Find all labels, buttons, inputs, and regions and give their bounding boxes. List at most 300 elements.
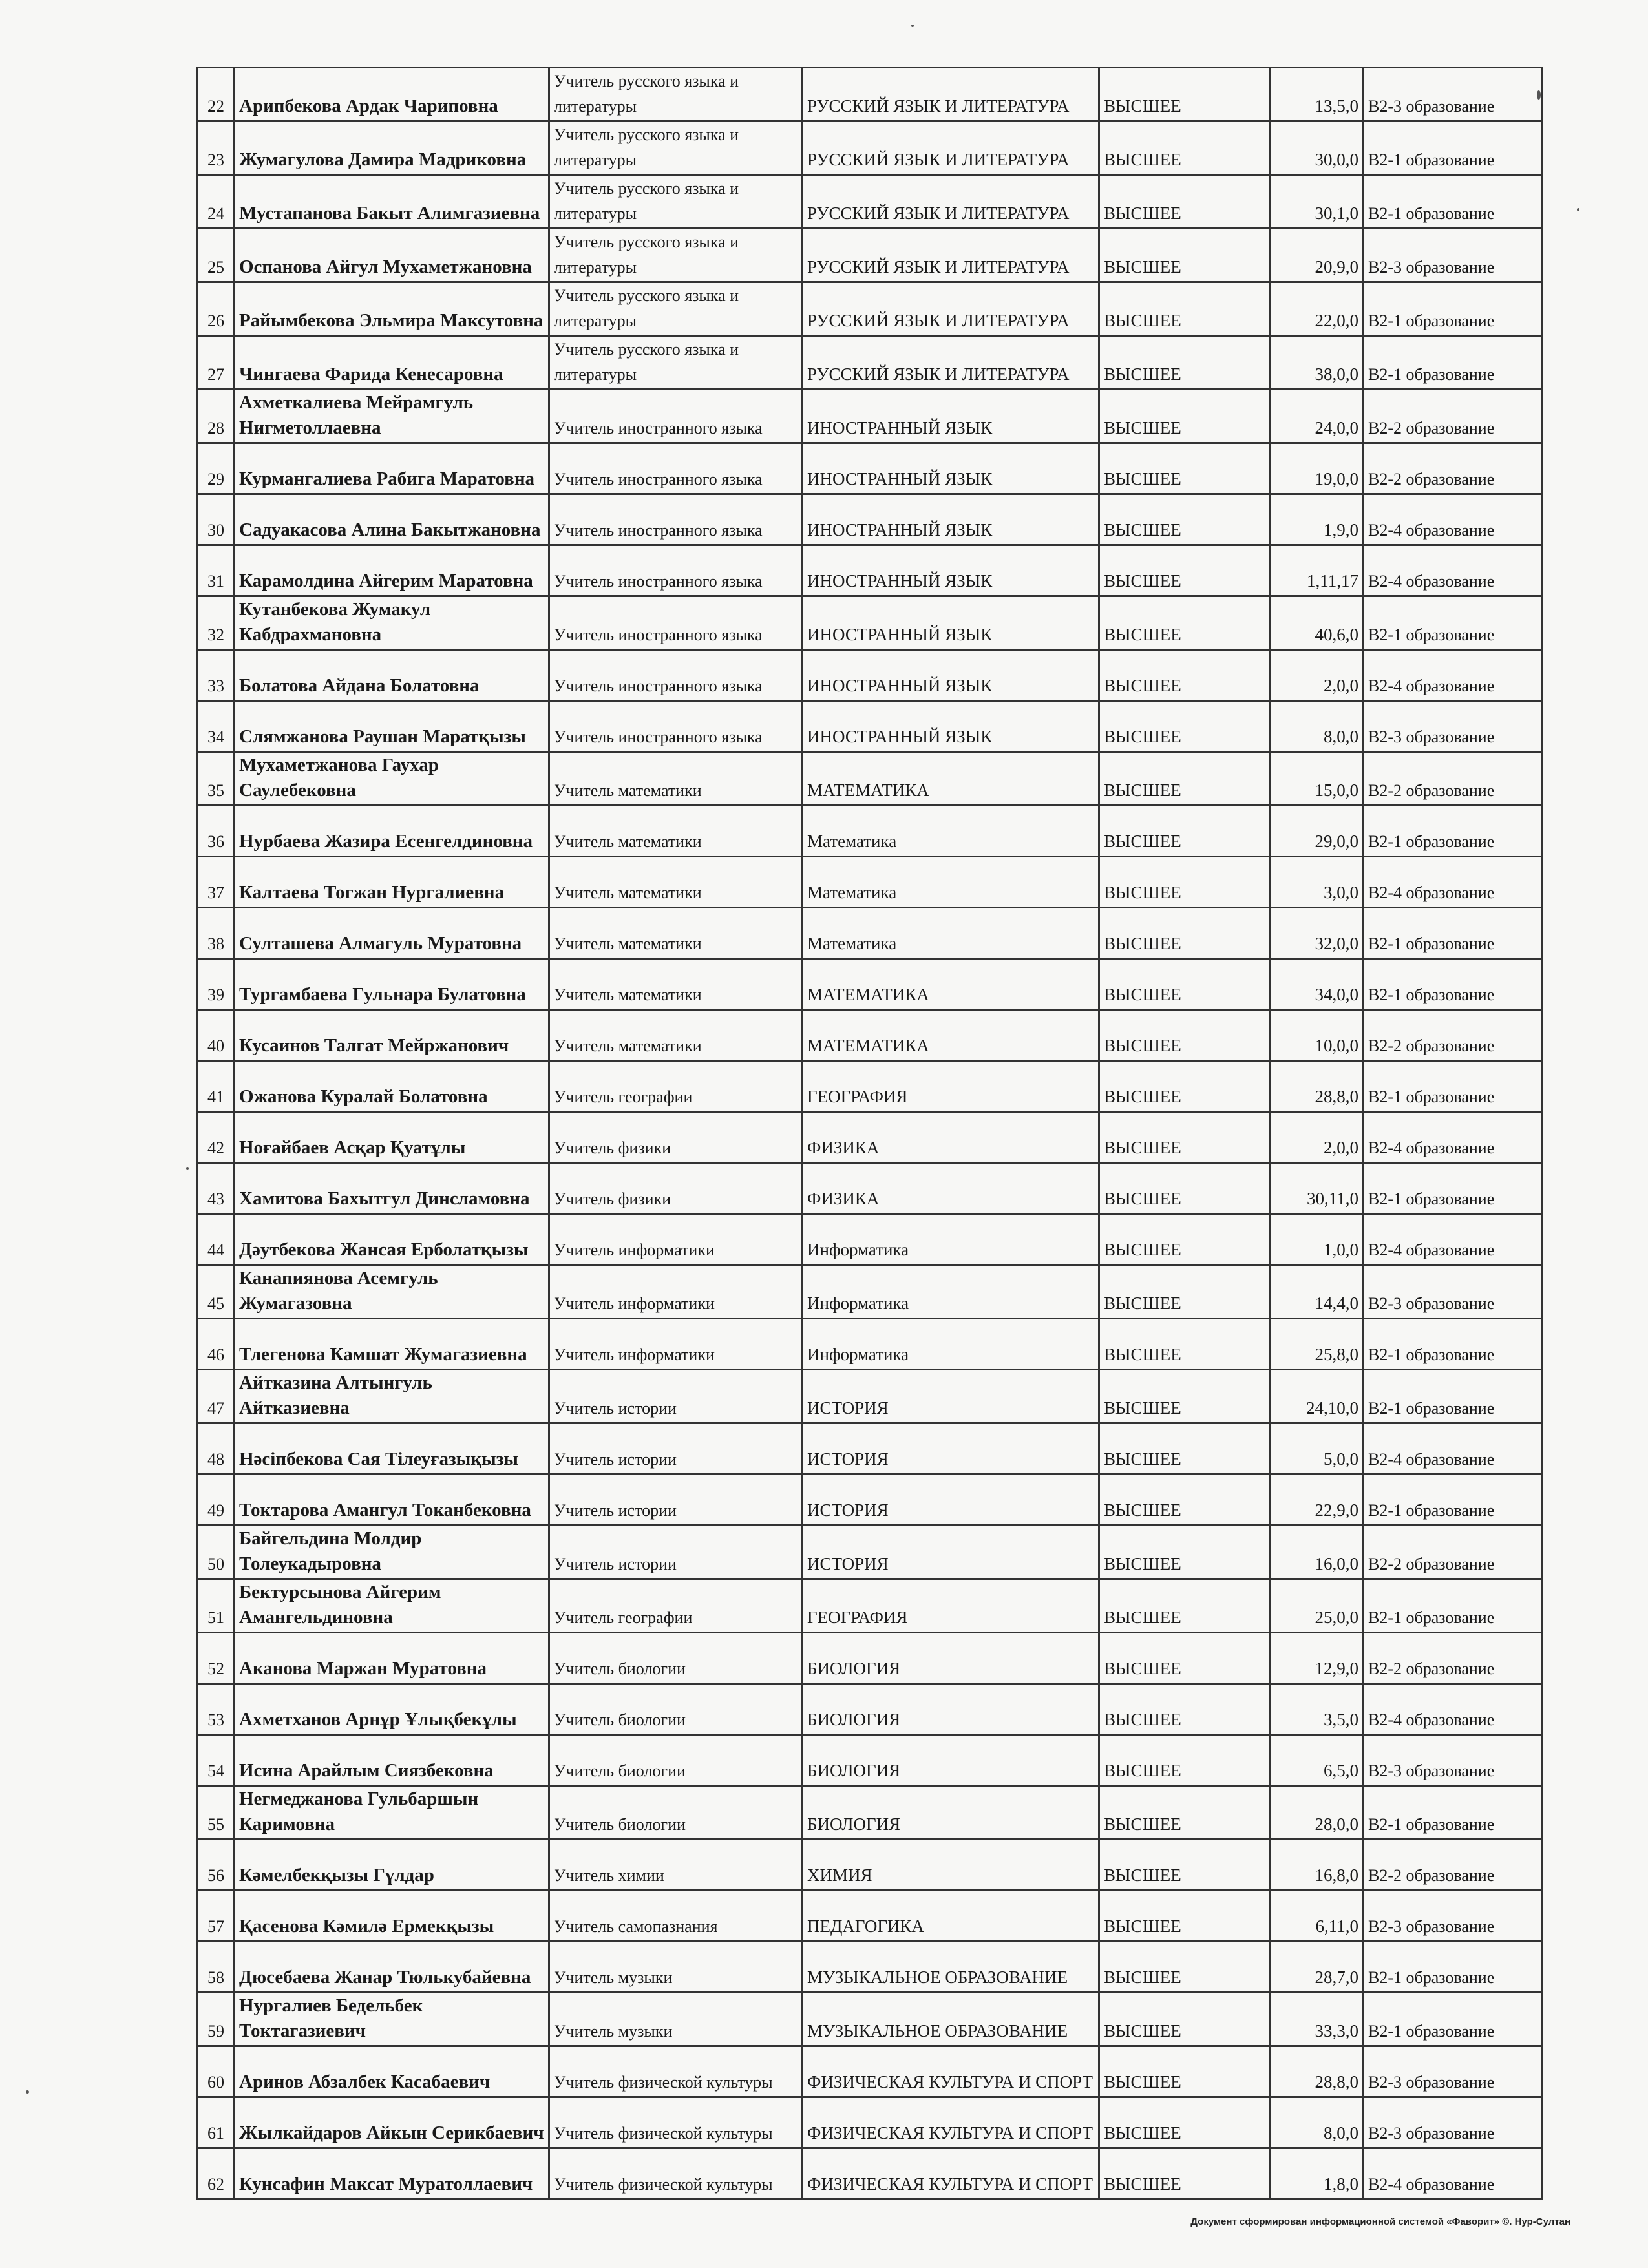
experience-cell: 16,8,0 xyxy=(1271,1840,1364,1891)
category-cell: В2-4 образование xyxy=(1364,1112,1542,1163)
teacher-name-cell: Кутанбекова Жумакул Кабдрахмановна xyxy=(235,596,549,650)
teacher-name-cell: Султашева Алмагуль Муратовна xyxy=(235,908,549,959)
position-cell: Учитель русского языка и литературы xyxy=(549,282,803,336)
education-cell: ВЫСШЕЕ xyxy=(1099,1319,1271,1370)
subject-cell: БИОЛОГИЯ xyxy=(803,1633,1099,1684)
subject-cell: ХИМИЯ xyxy=(803,1840,1099,1891)
row-number-cell: 54 xyxy=(198,1735,235,1786)
table-row xyxy=(198,121,1542,175)
subject-cell: ИНОСТРАННЫЙ ЯЗЫК xyxy=(803,701,1099,752)
subject-cell: БИОЛОГИЯ xyxy=(803,1735,1099,1786)
row-number-cell: 40 xyxy=(198,1010,235,1061)
position-cell: Учитель иностранного языка xyxy=(549,390,803,443)
row-number-cell: 45 xyxy=(198,1265,235,1319)
table-row xyxy=(198,596,1542,650)
teacher-name-cell: Райымбекова Эльмира Максутовна xyxy=(235,282,549,336)
education-cell: ВЫСШЕЕ xyxy=(1099,282,1271,336)
row-number-cell: 53 xyxy=(198,1684,235,1735)
category-cell: В2-4 образование xyxy=(1364,1214,1542,1265)
education-cell: ВЫСШЕЕ xyxy=(1099,1475,1271,1526)
category-cell: В2-1 образование xyxy=(1364,121,1542,175)
education-cell: ВЫСШЕЕ xyxy=(1099,1526,1271,1579)
subject-cell: ИСТОРИЯ xyxy=(803,1370,1099,1423)
category-cell: В2-1 образование xyxy=(1364,1993,1542,2046)
teacher-name-cell: Слямжанова Раушан Маратқызы xyxy=(235,701,549,752)
education-cell: ВЫСШЕЕ xyxy=(1099,1112,1271,1163)
position-cell: Учитель физической культуры xyxy=(549,2097,803,2148)
staff-table-body xyxy=(198,68,1542,2200)
subject-cell: МАТЕМАТИКА xyxy=(803,1010,1099,1061)
table-row xyxy=(198,1786,1542,1840)
category-cell: В2-1 образование xyxy=(1364,282,1542,336)
teacher-name-cell: Бектурсынова Айгерим Амангельдиновна xyxy=(235,1579,549,1633)
education-cell: ВЫСШЕЕ xyxy=(1099,701,1271,752)
education-cell: ВЫСШЕЕ xyxy=(1099,752,1271,806)
education-cell: ВЫСШЕЕ xyxy=(1099,857,1271,908)
subject-cell: МАТЕМАТИКА xyxy=(803,752,1099,806)
subject-cell: ФИЗИЧЕСКАЯ КУЛЬТУРА И СПОРТ xyxy=(803,2097,1099,2148)
experience-cell: 33,3,0 xyxy=(1271,1993,1364,2046)
table-row xyxy=(198,1526,1542,1579)
position-cell: Учитель иностранного языка xyxy=(549,596,803,650)
education-cell: ВЫСШЕЕ xyxy=(1099,1214,1271,1265)
teacher-name-cell: Нәсіпбекова Сая Тілеуғазықызы xyxy=(235,1423,549,1475)
position-cell: Учитель информатики xyxy=(549,1265,803,1319)
subject-cell: Математика xyxy=(803,908,1099,959)
staff-table xyxy=(196,67,1543,2200)
category-cell: В2-4 образование xyxy=(1364,650,1542,701)
subject-cell: Информатика xyxy=(803,1214,1099,1265)
row-number-cell: 41 xyxy=(198,1061,235,1112)
category-cell: В2-3 образование xyxy=(1364,1735,1542,1786)
experience-cell: 6,11,0 xyxy=(1271,1891,1364,1942)
subject-cell: ИНОСТРАННЫЙ ЯЗЫК xyxy=(803,596,1099,650)
experience-cell: 25,0,0 xyxy=(1271,1579,1364,1633)
subject-cell: ФИЗИКА xyxy=(803,1112,1099,1163)
subject-cell: БИОЛОГИЯ xyxy=(803,1684,1099,1735)
table-row xyxy=(198,175,1542,229)
position-cell: Учитель русского языка и литературы xyxy=(549,68,803,121)
category-cell: В2-1 образование xyxy=(1364,1370,1542,1423)
teacher-name-cell: Ноғайбаев Асқар Қуатұлы xyxy=(235,1112,549,1163)
row-number-cell: 51 xyxy=(198,1579,235,1633)
row-number-cell: 24 xyxy=(198,175,235,229)
education-cell: ВЫСШЕЕ xyxy=(1099,1061,1271,1112)
position-cell: Учитель физической культуры xyxy=(549,2148,803,2200)
experience-cell: 6,5,0 xyxy=(1271,1735,1364,1786)
teacher-name-cell: Калтаева Тогжан Нургалиевна xyxy=(235,857,549,908)
experience-cell: 8,0,0 xyxy=(1271,701,1364,752)
row-number-cell: 23 xyxy=(198,121,235,175)
education-cell: ВЫСШЕЕ xyxy=(1099,121,1271,175)
experience-cell: 40,6,0 xyxy=(1271,596,1364,650)
experience-cell: 38,0,0 xyxy=(1271,336,1364,390)
category-cell: В2-1 образование xyxy=(1364,806,1542,857)
teacher-name-cell: Кунсафин Максат Муратоллаевич xyxy=(235,2148,549,2200)
category-cell: В2-1 образование xyxy=(1364,1163,1542,1214)
experience-cell: 25,8,0 xyxy=(1271,1319,1364,1370)
row-number-cell: 52 xyxy=(198,1633,235,1684)
category-cell: В2-3 образование xyxy=(1364,1891,1542,1942)
category-cell: В2-3 образование xyxy=(1364,2097,1542,2148)
teacher-name-cell: Нурбаева Жазира Есенгелдиновна xyxy=(235,806,549,857)
scan-speck xyxy=(26,2090,29,2094)
experience-cell: 30,11,0 xyxy=(1271,1163,1364,1214)
position-cell: Учитель русского языка и литературы xyxy=(549,121,803,175)
category-cell: В2-1 образование xyxy=(1364,1786,1542,1840)
position-cell: Учитель истории xyxy=(549,1526,803,1579)
position-cell: Учитель физики xyxy=(549,1112,803,1163)
row-number-cell: 55 xyxy=(198,1786,235,1840)
position-cell: Учитель математики xyxy=(549,959,803,1010)
category-cell: В2-1 образование xyxy=(1364,1475,1542,1526)
position-cell: Учитель физической культуры xyxy=(549,2046,803,2097)
subject-cell: ИНОСТРАННЫЙ ЯЗЫК xyxy=(803,390,1099,443)
experience-cell: 29,0,0 xyxy=(1271,806,1364,857)
category-cell: В2-2 образование xyxy=(1364,443,1542,494)
education-cell: ВЫСШЕЕ xyxy=(1099,1579,1271,1633)
position-cell: Учитель химии xyxy=(549,1840,803,1891)
teacher-name-cell: Болатова Айдана Болатовна xyxy=(235,650,549,701)
row-number-cell: 39 xyxy=(198,959,235,1010)
education-cell: ВЫСШЕЕ xyxy=(1099,390,1271,443)
table-row xyxy=(198,1163,1542,1214)
row-number-cell: 50 xyxy=(198,1526,235,1579)
education-cell: ВЫСШЕЕ xyxy=(1099,2148,1271,2200)
education-cell: ВЫСШЕЕ xyxy=(1099,1840,1271,1891)
table-row xyxy=(198,1579,1542,1633)
row-number-cell: 49 xyxy=(198,1475,235,1526)
position-cell: Учитель истории xyxy=(549,1423,803,1475)
position-cell: Учитель физики xyxy=(549,1163,803,1214)
teacher-name-cell: Жылкайдаров Айкын Серикбаевич xyxy=(235,2097,549,2148)
teacher-name-cell: Мухаметжанова Гаухар Саулебековна xyxy=(235,752,549,806)
category-cell: В2-2 образование xyxy=(1364,1526,1542,1579)
row-number-cell: 30 xyxy=(198,494,235,545)
row-number-cell: 22 xyxy=(198,68,235,121)
experience-cell: 3,0,0 xyxy=(1271,857,1364,908)
category-cell: В2-3 образование xyxy=(1364,701,1542,752)
position-cell: Учитель иностранного языка xyxy=(549,494,803,545)
table-row xyxy=(198,1735,1542,1786)
row-number-cell: 48 xyxy=(198,1423,235,1475)
subject-cell: ИСТОРИЯ xyxy=(803,1475,1099,1526)
experience-cell: 28,8,0 xyxy=(1271,1061,1364,1112)
experience-cell: 28,8,0 xyxy=(1271,2046,1364,2097)
row-number-cell: 35 xyxy=(198,752,235,806)
teacher-name-cell: Аканова Маржан Муратовна xyxy=(235,1633,549,1684)
experience-cell: 2,0,0 xyxy=(1271,1112,1364,1163)
teacher-name-cell: Кусаинов Талгат Мейржанович xyxy=(235,1010,549,1061)
subject-cell: ИСТОРИЯ xyxy=(803,1526,1099,1579)
table-row xyxy=(198,1684,1542,1735)
row-number-cell: 38 xyxy=(198,908,235,959)
teacher-name-cell: Ожанова Куралай Болатовна xyxy=(235,1061,549,1112)
position-cell: Учитель истории xyxy=(549,1475,803,1526)
experience-cell: 5,0,0 xyxy=(1271,1423,1364,1475)
subject-cell: ИНОСТРАННЫЙ ЯЗЫК xyxy=(803,443,1099,494)
position-cell: Учитель биологии xyxy=(549,1684,803,1735)
position-cell: Учитель биологии xyxy=(549,1786,803,1840)
table-row xyxy=(198,1993,1542,2046)
row-number-cell: 36 xyxy=(198,806,235,857)
row-number-cell: 26 xyxy=(198,282,235,336)
teacher-name-cell: Негмеджанова Гульбаршын Каримовна xyxy=(235,1786,549,1840)
experience-cell: 8,0,0 xyxy=(1271,2097,1364,2148)
teacher-name-cell: Мустапанова Бакыт Алимгазиевна xyxy=(235,175,549,229)
teacher-name-cell: Қасенова Кәмилә Ермекқызы xyxy=(235,1891,549,1942)
category-cell: В2-1 образование xyxy=(1364,1942,1542,1993)
row-number-cell: 60 xyxy=(198,2046,235,2097)
row-number-cell: 31 xyxy=(198,545,235,596)
education-cell: ВЫСШЕЕ xyxy=(1099,1163,1271,1214)
row-number-cell: 58 xyxy=(198,1942,235,1993)
education-cell: ВЫСШЕЕ xyxy=(1099,1265,1271,1319)
position-cell: Учитель самопазнания xyxy=(549,1891,803,1942)
teacher-name-cell: Ахметханов Арнұр Ұлықбекұлы xyxy=(235,1684,549,1735)
position-cell: Учитель математики xyxy=(549,1010,803,1061)
position-cell: Учитель географии xyxy=(549,1061,803,1112)
teacher-name-cell: Дюсебаева Жанар Тюлькубайевна xyxy=(235,1942,549,1993)
experience-cell: 24,0,0 xyxy=(1271,390,1364,443)
teacher-name-cell: Дәутбекова Жансая Ерболатқызы xyxy=(235,1214,549,1265)
experience-cell: 1,8,0 xyxy=(1271,2148,1364,2200)
table-row xyxy=(198,443,1542,494)
category-cell: В2-1 образование xyxy=(1364,959,1542,1010)
education-cell: ВЫСШЕЕ xyxy=(1099,2097,1271,2148)
category-cell: В2-2 образование xyxy=(1364,752,1542,806)
row-number-cell: 43 xyxy=(198,1163,235,1214)
table-row xyxy=(198,390,1542,443)
education-cell: ВЫСШЕЕ xyxy=(1099,650,1271,701)
row-number-cell: 27 xyxy=(198,336,235,390)
experience-cell: 24,10,0 xyxy=(1271,1370,1364,1423)
table-row xyxy=(198,282,1542,336)
subject-cell: ИНОСТРАННЫЙ ЯЗЫК xyxy=(803,650,1099,701)
table-row xyxy=(198,1061,1542,1112)
education-cell: ВЫСШЕЕ xyxy=(1099,1370,1271,1423)
position-cell: Учитель русского языка и литературы xyxy=(549,175,803,229)
row-number-cell: 59 xyxy=(198,1993,235,2046)
position-cell: Учитель математики xyxy=(549,752,803,806)
row-number-cell: 56 xyxy=(198,1840,235,1891)
subject-cell: ГЕОГРАФИЯ xyxy=(803,1579,1099,1633)
experience-cell: 12,9,0 xyxy=(1271,1633,1364,1684)
teacher-name-cell: Аринов Абзалбек Касабаевич xyxy=(235,2046,549,2097)
experience-cell: 30,0,0 xyxy=(1271,121,1364,175)
table-row xyxy=(198,1891,1542,1942)
category-cell: В2-1 образование xyxy=(1364,908,1542,959)
education-cell: ВЫСШЕЕ xyxy=(1099,1942,1271,1993)
table-row xyxy=(198,1423,1542,1475)
education-cell: ВЫСШЕЕ xyxy=(1099,443,1271,494)
category-cell: В2-3 образование xyxy=(1364,229,1542,282)
row-number-cell: 32 xyxy=(198,596,235,650)
teacher-name-cell: Арипбекова Ардак Чариповна xyxy=(235,68,549,121)
education-cell: ВЫСШЕЕ xyxy=(1099,1633,1271,1684)
category-cell: В2-1 образование xyxy=(1364,336,1542,390)
subject-cell: РУССКИЙ ЯЗЫК И ЛИТЕРАТУРА xyxy=(803,121,1099,175)
subject-cell: ФИЗИЧЕСКАЯ КУЛЬТУРА И СПОРТ xyxy=(803,2046,1099,2097)
table-row xyxy=(198,1942,1542,1993)
education-cell: ВЫСШЕЕ xyxy=(1099,494,1271,545)
experience-cell: 14,4,0 xyxy=(1271,1265,1364,1319)
table-row xyxy=(198,701,1542,752)
table-row xyxy=(198,336,1542,390)
teacher-name-cell: Токтарова Амангул Токанбековна xyxy=(235,1475,549,1526)
teacher-name-cell: Хамитова Бахытгул Динсламовна xyxy=(235,1163,549,1214)
education-cell: ВЫСШЕЕ xyxy=(1099,1010,1271,1061)
table-row xyxy=(198,1475,1542,1526)
teacher-name-cell: Ахметкалиева Мейрамгуль Нигметоллаевна xyxy=(235,390,549,443)
table-row xyxy=(198,494,1542,545)
subject-cell: РУССКИЙ ЯЗЫК И ЛИТЕРАТУРА xyxy=(803,282,1099,336)
experience-cell: 15,0,0 xyxy=(1271,752,1364,806)
table-row xyxy=(198,2097,1542,2148)
experience-cell: 10,0,0 xyxy=(1271,1010,1364,1061)
experience-cell: 13,5,0 xyxy=(1271,68,1364,121)
category-cell: В2-4 образование xyxy=(1364,857,1542,908)
experience-cell: 1,9,0 xyxy=(1271,494,1364,545)
row-number-cell: 37 xyxy=(198,857,235,908)
row-number-cell: 34 xyxy=(198,701,235,752)
subject-cell: ИНОСТРАННЫЙ ЯЗЫК xyxy=(803,494,1099,545)
education-cell: ВЫСШЕЕ xyxy=(1099,1423,1271,1475)
position-cell: Учитель музыки xyxy=(549,1993,803,2046)
experience-cell: 22,0,0 xyxy=(1271,282,1364,336)
teacher-name-cell: Айтказина Алтынгуль Айтказиевна xyxy=(235,1370,549,1423)
category-cell: В2-3 образование xyxy=(1364,68,1542,121)
row-number-cell: 61 xyxy=(198,2097,235,2148)
education-cell: ВЫСШЕЕ xyxy=(1099,1786,1271,1840)
table-row xyxy=(198,806,1542,857)
education-cell: ВЫСШЕЕ xyxy=(1099,1993,1271,2046)
position-cell: Учитель математики xyxy=(549,908,803,959)
subject-cell: МАТЕМАТИКА xyxy=(803,959,1099,1010)
row-number-cell: 44 xyxy=(198,1214,235,1265)
position-cell: Учитель музыки xyxy=(549,1942,803,1993)
row-number-cell: 25 xyxy=(198,229,235,282)
table-row xyxy=(198,1370,1542,1423)
subject-cell: ИСТОРИЯ xyxy=(803,1423,1099,1475)
category-cell: В2-4 образование xyxy=(1364,1423,1542,1475)
education-cell: ВЫСШЕЕ xyxy=(1099,1684,1271,1735)
position-cell: Учитель иностранного языка xyxy=(549,650,803,701)
table-row xyxy=(198,1840,1542,1891)
position-cell: Учитель информатики xyxy=(549,1319,803,1370)
subject-cell: МУЗЫКАЛЬНОЕ ОБРАЗОВАНИЕ xyxy=(803,1942,1099,1993)
scan-speck xyxy=(1537,90,1541,100)
table-row xyxy=(198,1112,1542,1163)
row-number-cell: 47 xyxy=(198,1370,235,1423)
category-cell: В2-4 образование xyxy=(1364,494,1542,545)
experience-cell: 20,9,0 xyxy=(1271,229,1364,282)
experience-cell: 1,11,17 xyxy=(1271,545,1364,596)
experience-cell: 16,0,0 xyxy=(1271,1526,1364,1579)
teacher-name-cell: Байгельдина Молдир Толеукадыровна xyxy=(235,1526,549,1579)
teacher-name-cell: Нургалиев Бедельбек Токтагазиевич xyxy=(235,1993,549,2046)
experience-cell: 1,0,0 xyxy=(1271,1214,1364,1265)
subject-cell: МУЗЫКАЛЬНОЕ ОБРАЗОВАНИЕ xyxy=(803,1993,1099,2046)
experience-cell: 30,1,0 xyxy=(1271,175,1364,229)
subject-cell: РУССКИЙ ЯЗЫК И ЛИТЕРАТУРА xyxy=(803,68,1099,121)
table-row xyxy=(198,2046,1542,2097)
position-cell: Учитель биологии xyxy=(549,1633,803,1684)
table-row xyxy=(198,908,1542,959)
education-cell: ВЫСШЕЕ xyxy=(1099,545,1271,596)
position-cell: Учитель математики xyxy=(549,806,803,857)
education-cell: ВЫСШЕЕ xyxy=(1099,1735,1271,1786)
experience-cell: 34,0,0 xyxy=(1271,959,1364,1010)
scan-speck xyxy=(911,25,914,27)
subject-cell: Информатика xyxy=(803,1319,1099,1370)
education-cell: ВЫСШЕЕ xyxy=(1099,596,1271,650)
category-cell: В2-1 образование xyxy=(1364,1319,1542,1370)
subject-cell: Математика xyxy=(803,857,1099,908)
row-number-cell: 42 xyxy=(198,1112,235,1163)
table-row xyxy=(198,959,1542,1010)
experience-cell: 22,9,0 xyxy=(1271,1475,1364,1526)
experience-cell: 28,7,0 xyxy=(1271,1942,1364,1993)
position-cell: Учитель русского языка и литературы xyxy=(549,336,803,390)
teacher-name-cell: Жумагулова Дамира Мадриковна xyxy=(235,121,549,175)
document-footer: Документ сформирован информационной системой «Фаворит» ©. Нур-Султан xyxy=(1190,2216,1570,2227)
subject-cell: РУССКИЙ ЯЗЫК И ЛИТЕРАТУРА xyxy=(803,336,1099,390)
category-cell: В2-1 образование xyxy=(1364,175,1542,229)
experience-cell: 3,5,0 xyxy=(1271,1684,1364,1735)
teacher-name-cell: Садуакасова Алина Бакытжановна xyxy=(235,494,549,545)
scan-speck xyxy=(186,1167,189,1170)
table-row xyxy=(198,1265,1542,1319)
position-cell: Учитель иностранного языка xyxy=(549,443,803,494)
subject-cell: РУССКИЙ ЯЗЫК И ЛИТЕРАТУРА xyxy=(803,175,1099,229)
table-row xyxy=(198,650,1542,701)
education-cell: ВЫСШЕЕ xyxy=(1099,959,1271,1010)
table-row xyxy=(198,1214,1542,1265)
position-cell: Учитель математики xyxy=(549,857,803,908)
education-cell: ВЫСШЕЕ xyxy=(1099,229,1271,282)
position-cell: Учитель биологии xyxy=(549,1735,803,1786)
table-row xyxy=(198,1633,1542,1684)
table-row xyxy=(198,1010,1542,1061)
table-row xyxy=(198,2148,1542,2200)
teacher-name-cell: Курмангалиева Рабига Маратовна xyxy=(235,443,549,494)
subject-cell: Информатика xyxy=(803,1265,1099,1319)
teacher-name-cell: Чингаева Фарида Кенесаровна xyxy=(235,336,549,390)
teacher-name-cell: Канапиянова Асемгуль Жумагазовна xyxy=(235,1265,549,1319)
education-cell: ВЫСШЕЕ xyxy=(1099,336,1271,390)
category-cell: В2-3 образование xyxy=(1364,1265,1542,1319)
scan-speck xyxy=(1577,208,1579,211)
table-row xyxy=(198,545,1542,596)
teacher-name-cell: Карамолдина Айгерим Маратовна xyxy=(235,545,549,596)
category-cell: В2-4 образование xyxy=(1364,2148,1542,2200)
category-cell: В2-2 образование xyxy=(1364,1010,1542,1061)
position-cell: Учитель русского языка и литературы xyxy=(549,229,803,282)
category-cell: В2-2 образование xyxy=(1364,390,1542,443)
category-cell: В2-1 образование xyxy=(1364,596,1542,650)
position-cell: Учитель истории xyxy=(549,1370,803,1423)
row-number-cell: 28 xyxy=(198,390,235,443)
category-cell: В2-4 образование xyxy=(1364,1684,1542,1735)
table-row xyxy=(198,1319,1542,1370)
subject-cell: ФИЗИЧЕСКАЯ КУЛЬТУРА И СПОРТ xyxy=(803,2148,1099,2200)
category-cell: В2-1 образование xyxy=(1364,1579,1542,1633)
education-cell: ВЫСШЕЕ xyxy=(1099,1891,1271,1942)
education-cell: ВЫСШЕЕ xyxy=(1099,68,1271,121)
teacher-name-cell: Тлегенова Камшат Жумагазиевна xyxy=(235,1319,549,1370)
table-row xyxy=(198,229,1542,282)
